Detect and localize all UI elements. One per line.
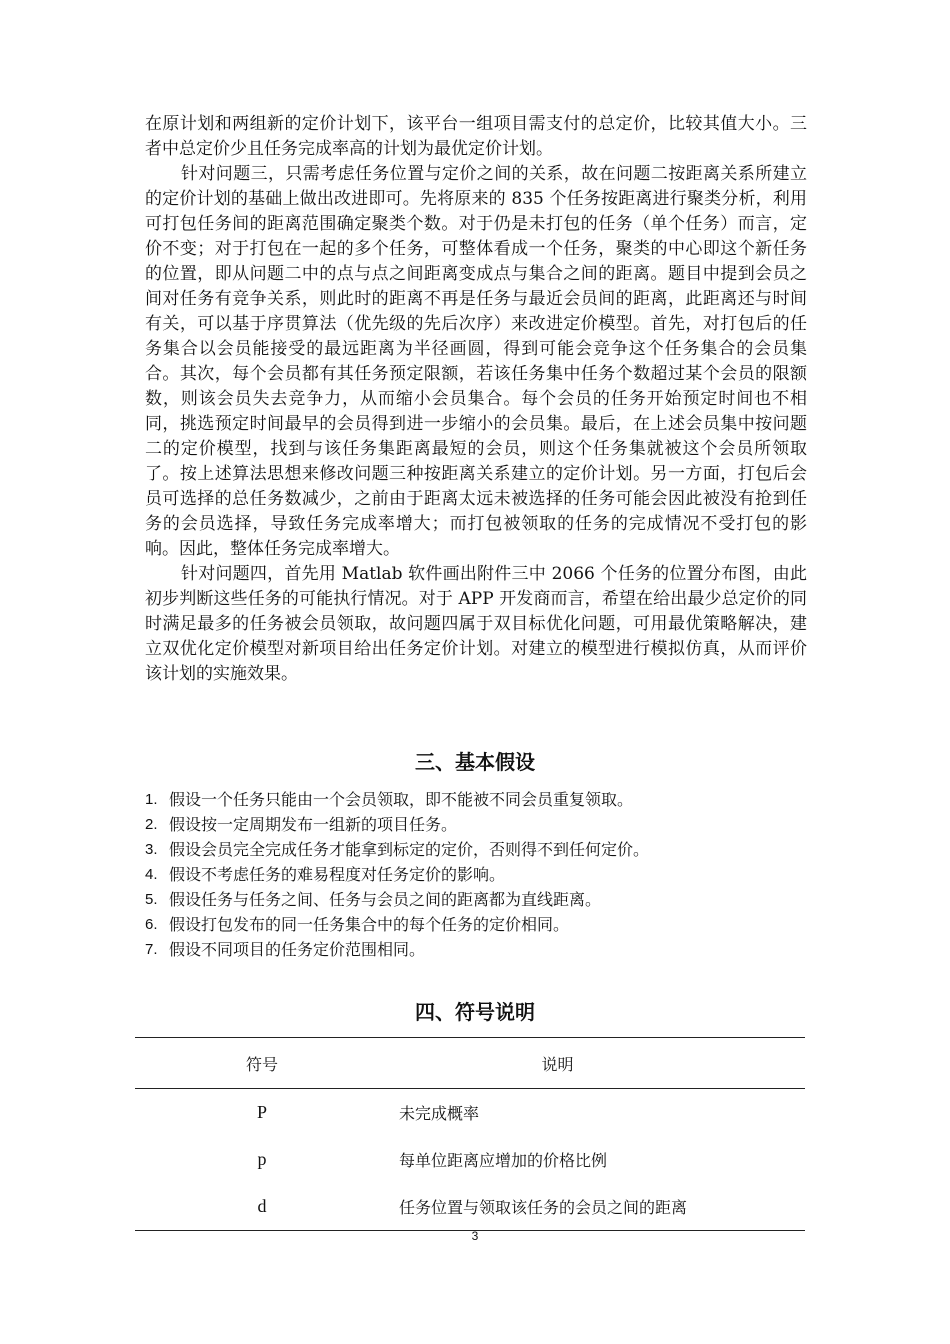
table-row [135, 1183, 805, 1231]
description-cell: 未完成概率 [399, 1104, 480, 1123]
header-symbol: 符号 [135, 1038, 389, 1089]
section-title-symbols: 四、符号说明 [415, 1000, 535, 1024]
symbol-cell: d [135, 1183, 389, 1231]
list-item: 1. 假设一个任务只能由一个会员领取，即不能被不同会员重复领取。 [145, 790, 634, 809]
list-item: 5. 假设任务与任务之间、任务与会员之间的距离都为直线距离。 [145, 890, 602, 909]
symbol-cell: P [256, 1102, 267, 1122]
header-description: 说明 [389, 1038, 805, 1089]
section-title-assumptions: 三、基本假设 [415, 750, 535, 774]
table-header-row [135, 1038, 805, 1089]
list-item: 3. 假设会员完全完成任务才能拿到标定的定价，否则得不到任何定价。 [145, 840, 650, 859]
paragraph-problem-three: 针对问题三，只需考虑任务位置与定价之间的关系，故在问题二按距离关系所建立的定价计划的基础上做出改进即可。先将原来的 835 个任务按距离进行聚类分析，利用可打包任务间的距离范围确定聚类个数。对于仍是未打包的任务（单个任务）而言，定价不变；对于打包在一起的多个任务，可整体看成一个任务，聚类的中心即这个新任务的位置，即从问题二中的点与点之间距离变成点与集合之间的距离。题目中提到会员之间对任务有竞争关系，则此时的距离不再是任务与最近会员间的距离，此距离还与时间有关，可以基于序贯算法（优先级的先后次序）来改进定价模型。首先，对打包后的任务集合以会员能接受的最远距离为半径画圆，得到可能会竞争这个任务集合的会员集合。其次，每个会员都有其任务预定限额，若该任务集中任务个数超过某个会员的限额数，则该会员失去竞争力，从而缩小会员集合。每个会员的任务开始预定时间也不相同，挑选预定时间最早的会员得到进一步缩小的会员集。最后，在上述会员集中按问题二的定价模型，找到与该任务集距离最短的会员，则这个任务集就被这个会员所领取了。按上述算法思想来修改问题三种按距离关系建立的定价计划。另一方面，打包后会员可选择的总任务数减少，之前由于距离太远未被选择的任务可能会因此被没有抢到任务的会员选择，导致任务完成率增大；而打包被领取的任务的完成情况不受打包的影响。因此，整体任务完成率增大。 [145, 164, 807, 559]
table-row [135, 1136, 805, 1183]
list-item: 6. 假设打包发布的同一任务集合中的每个任务的定价相同。 [145, 915, 570, 934]
assumptions-list [145, 787, 805, 962]
list-item: 7. 假设不同项目的任务定价范围相同。 [145, 940, 426, 959]
paragraph-plan-comparison: 在原计划和两组新的定价计划下，该平台一组项目需支付的总定价，比较其值大小。三者中总定价少且任务完成率高的计划为最优定价计划。 [145, 114, 807, 159]
description-cell: 任务位置与领取该任务的会员之间的距离 [389, 1183, 805, 1231]
symbol-cell: p [257, 1149, 267, 1169]
paragraph-problem-four: 针对问题四，首先用 Matlab 软件画出附件三中 2066 个任务的位置分布图，由此初步判断这些任务的可能执行情况。对于 APP 开发商而言，希望在给出最少总定价的同时满足最多的任务被会员领取，故问题四属于双目标优化问题，可用最优策略解决，建立双优化定价模型对新项目给出任务定价计划。对建立的模型进行模拟仿真，从而评价该计划的实施效果。 [145, 564, 807, 684]
symbol-table [135, 1037, 805, 1231]
body-text [145, 112, 807, 687]
table-row [135, 1089, 805, 1137]
description-cell: 每单位距离应增加的价格比例 [399, 1151, 608, 1170]
list-item: 4. 假设不考虑任务的难易程度对任务定价的影响。 [145, 865, 506, 884]
page-number: 3 [471, 1229, 479, 1243]
list-item: 2. 假设按一定周期发布一组新的项目任务。 [145, 815, 458, 834]
